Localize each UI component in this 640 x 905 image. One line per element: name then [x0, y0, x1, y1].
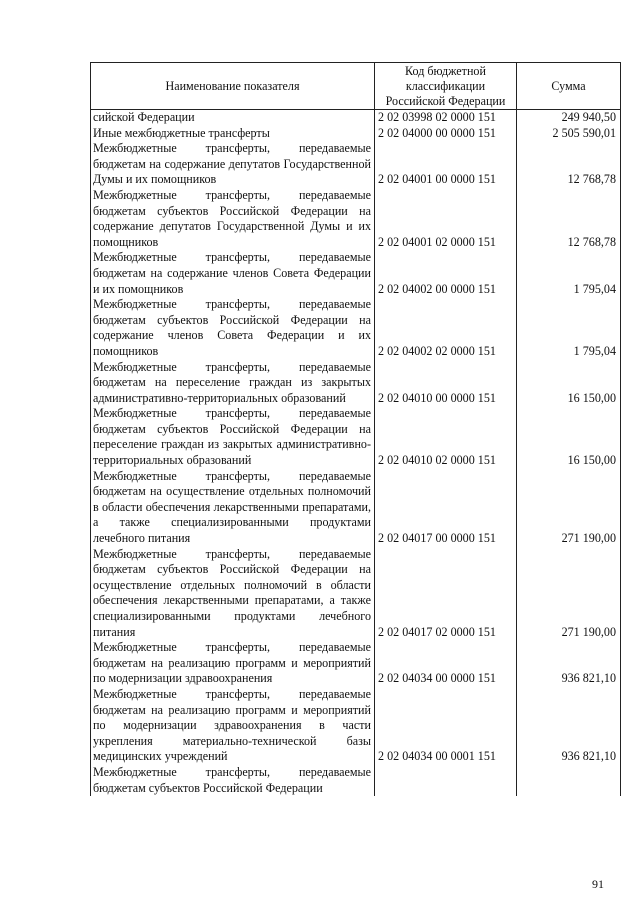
row-code-cell [375, 765, 517, 796]
row-amount-cell: 16 150,00 [517, 360, 621, 407]
row-code-cell: 2 02 04017 02 0000 151 [375, 547, 517, 641]
row-amount-cell: 1 795,04 [517, 250, 621, 297]
row-code-cell: 2 02 04010 02 0000 151 [375, 406, 517, 468]
table-row [91, 188, 621, 250]
row-code-cell: 2 02 04034 00 0001 151 [375, 687, 517, 765]
table-row [91, 469, 621, 547]
page-number: 91 [592, 877, 604, 891]
row-amount-cell: 936 821,10 [517, 640, 621, 687]
row-name-cell: Межбюджетные трансферты, передаваемые бюджетам на реализацию программ и мероприятий по модернизации здравоохранения [91, 640, 375, 687]
row-name-cell: Межбюджетные трансферты, передаваемые бюджетам субъектов Российской Федерации на содержание депутатов Государственной Думы и их помощников [91, 188, 375, 250]
table-row [91, 406, 621, 468]
row-code-cell: 2 02 04001 02 0000 151 [375, 188, 517, 250]
table-row [91, 640, 621, 687]
row-name-cell: Межбюджетные трансферты, передаваемые бюджетам на осуществление отдельных полномочий в области обеспечения лекарственными препаратами, а также специализированными продуктами лечебного питания [91, 469, 375, 547]
table-row [91, 126, 621, 142]
row-amount-cell: 249 940,50 [517, 110, 621, 126]
row-amount-cell: 12 768,78 [517, 141, 621, 188]
table-row [91, 141, 621, 188]
row-name-cell: Межбюджетные трансферты, передаваемые бюджетам на реализацию программ и мероприятий по модернизации здравоохранения в части укрепления материально-технической базы медицинских учреждений [91, 687, 375, 765]
row-code-cell: 2 02 04002 02 0000 151 [375, 297, 517, 359]
row-code-cell: 2 02 04034 00 0000 151 [375, 640, 517, 687]
header-amount: Сумма [517, 63, 621, 110]
table-row [91, 687, 621, 765]
header-indicator-name: Наименование показателя [91, 63, 375, 110]
row-amount-cell: 271 190,00 [517, 469, 621, 547]
row-name-cell: Межбюджетные трансферты, передаваемые бюджетам на содержание депутатов Государственной Думы и их помощников [91, 141, 375, 188]
row-amount-cell: 2 505 590,01 [517, 126, 621, 142]
row-code-cell: 2 02 03998 02 0000 151 [375, 110, 517, 126]
row-code-cell: 2 02 04017 00 0000 151 [375, 469, 517, 547]
table-row [91, 297, 621, 359]
row-name-cell: Межбюджетные трансферты, передаваемые бюджетам субъектов Российской Федерации на переселение граждан из закрытых административно-территориальных образований [91, 406, 375, 468]
row-amount-cell: 16 150,00 [517, 406, 621, 468]
table-body [91, 110, 621, 797]
table-row [91, 250, 621, 297]
row-amount-cell [517, 765, 621, 796]
budget-table [90, 62, 621, 796]
row-name-cell: Межбюджетные трансферты, передаваемые бюджетам субъектов Российской Федерации на осуществление отдельных полномочий в области обеспечения лекарственными препаратами, а также специализированными продуктами лечебного питания [91, 547, 375, 641]
row-name-cell: Межбюджетные трансферты, передаваемые бюджетам на содержание членов Совета Федерации и их помощников [91, 250, 375, 297]
header-budget-code: Код бюджетной классификации Российской Федерации [375, 63, 517, 110]
row-code-cell: 2 02 04010 00 0000 151 [375, 360, 517, 407]
row-code-cell: 2 02 04000 00 0000 151 [375, 126, 517, 142]
row-amount-cell: 936 821,10 [517, 687, 621, 765]
row-amount-cell: 1 795,04 [517, 297, 621, 359]
row-name-cell: Межбюджетные трансферты, передаваемые бюджетам на переселение граждан из закрытых административно-территориальных образований [91, 360, 375, 407]
row-name-cell: Межбюджетные трансферты, передаваемые бюджетам субъектов Российской Федерации на содержание членов Совета Федерации и их помощников [91, 297, 375, 359]
table-row [91, 765, 621, 796]
row-amount-cell: 12 768,78 [517, 188, 621, 250]
table-header-row [91, 63, 621, 110]
row-amount-cell: 271 190,00 [517, 547, 621, 641]
row-name-cell: Иные межбюджетные трансферты [91, 126, 375, 142]
row-code-cell: 2 02 04002 00 0000 151 [375, 250, 517, 297]
row-name-cell: Межбюджетные трансферты, передаваемые бюджетам субъектов Российской Федерации [91, 765, 375, 796]
row-code-cell: 2 02 04001 00 0000 151 [375, 141, 517, 188]
row-name-cell: сийской Федерации [91, 110, 375, 126]
table-row [91, 360, 621, 407]
table-row [91, 547, 621, 641]
table-row [91, 110, 621, 126]
